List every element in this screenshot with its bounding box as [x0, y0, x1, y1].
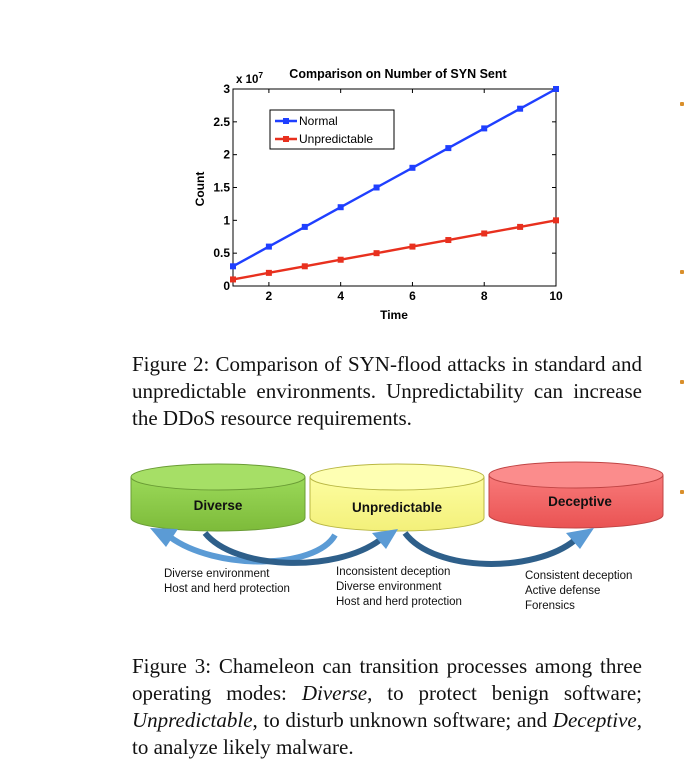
feature-item: Forensics — [525, 600, 575, 612]
y-multiplier — [236, 70, 263, 86]
x-tick-label: 8 — [480, 289, 488, 303]
x-tick-label: 6 — [409, 289, 416, 303]
data-point-unpredictable — [445, 237, 451, 243]
data-point-unpredictable — [553, 217, 559, 223]
x-axis-label: Time — [380, 308, 408, 322]
chart-legend — [270, 110, 394, 149]
data-point-normal — [266, 244, 272, 250]
arrow-unpredictable-to-deceptive — [405, 533, 575, 564]
data-point-unpredictable — [338, 257, 344, 263]
y-tick-label: 0 — [223, 279, 230, 293]
data-point-unpredictable — [517, 224, 523, 230]
caption-text: , to disturb unknown software; and — [252, 708, 553, 732]
legend-label-unpredictable: Unpredictable — [299, 132, 374, 146]
unpredictable-mode-cylinder — [310, 464, 484, 531]
syn-comparison-chart — [0, 0, 684, 340]
data-point-normal — [302, 224, 308, 230]
data-point-normal — [409, 165, 415, 171]
unpredictable-mode-features — [336, 565, 462, 610]
y-tick-label: 3 — [223, 82, 230, 96]
diverse-mode-cylinder — [131, 464, 305, 531]
unpredictable-mode-label: Unpredictable — [351, 500, 443, 515]
data-point-normal — [374, 185, 380, 191]
y-tick-label: 2.5 — [213, 114, 230, 129]
diverse-mode-features — [164, 567, 290, 597]
caption-term-deceptive: Deceptive — [552, 708, 637, 732]
data-point-unpredictable — [374, 250, 380, 256]
feature-item: Diverse environment — [336, 581, 442, 593]
figure-3-caption — [132, 653, 642, 761]
feature-item: Inconsistent deception — [336, 566, 451, 578]
edge-mark — [680, 380, 684, 384]
y-axis-label: Count — [193, 171, 207, 207]
x-tick-label: 2 — [265, 289, 273, 303]
feature-item: Host and herd protection — [164, 583, 290, 595]
deceptive-mode-label: Deceptive — [548, 494, 612, 509]
edge-mark — [680, 270, 684, 274]
data-point-normal — [338, 204, 344, 210]
deceptive-mode-features — [525, 569, 632, 614]
caption-text: , to analyze likely malware. — [132, 708, 642, 759]
caption-text: , to protect benign software; — [367, 681, 642, 705]
edge-mark — [680, 490, 684, 494]
data-point-unpredictable — [481, 230, 487, 236]
transition-arrows — [150, 528, 594, 564]
feature-item: Active defense — [525, 585, 601, 597]
data-point-unpredictable — [266, 270, 272, 276]
y-tick-label: 1 — [223, 213, 230, 228]
data-point-unpredictable — [409, 244, 415, 250]
edge-mark — [680, 102, 684, 106]
figure-2-caption: Figure 2: Comparison of SYN-flood attacks in standard and unpredictable environments. Unpredictability can increase the DDoS resource requirements. — [132, 352, 642, 430]
data-point-normal — [230, 263, 236, 269]
x-tick-label: 10 — [549, 289, 563, 303]
caption-text: Figure 3: Chameleon can transition processes among three operating modes: — [132, 654, 642, 705]
caption-term-unpredictable: Unpredictable — [132, 708, 253, 732]
caption-term-diverse: Diverse — [301, 681, 368, 705]
feature-item: Consistent deception — [525, 570, 633, 582]
feature-item: Host and herd protection — [336, 596, 462, 608]
y-tick-label: 0.5 — [213, 246, 230, 261]
diverse-mode-label: Diverse — [193, 498, 243, 513]
data-point-unpredictable — [230, 276, 236, 282]
y-multiplier-exponent: 7 — [258, 70, 264, 80]
data-point-normal — [445, 145, 451, 151]
y-tick-label: 2 — [223, 147, 230, 162]
legend-marker-unpredictable — [283, 136, 289, 142]
data-point-normal — [553, 86, 559, 92]
legend-label-normal: Normal — [299, 114, 338, 128]
data-point-normal — [481, 125, 487, 131]
feature-item: Diverse environment — [164, 568, 270, 580]
legend-marker-normal — [283, 118, 289, 124]
y-tick-label: 1.5 — [213, 180, 230, 195]
chart-title: Comparison on Number of SYN Sent — [289, 67, 507, 81]
data-point-normal — [517, 106, 523, 112]
data-point-unpredictable — [302, 263, 308, 269]
chameleon-modes-diagram — [0, 455, 684, 655]
y-multiplier-base: x 10 — [236, 74, 259, 86]
x-tick-label: 4 — [337, 289, 345, 303]
deceptive-mode-cylinder — [489, 462, 663, 528]
